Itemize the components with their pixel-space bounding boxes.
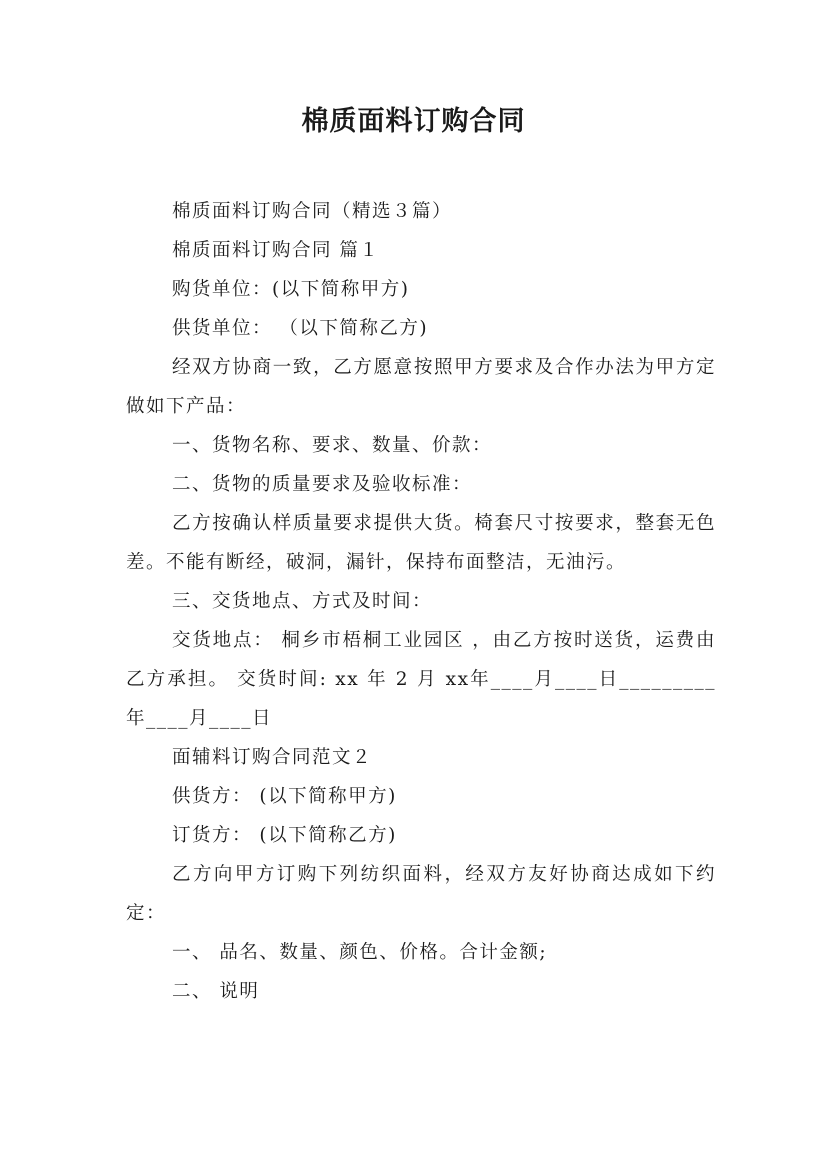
paragraph: 订货方： (以下简称乙方)	[172, 825, 397, 846]
paragraph: 供货方： (以下简称甲方)	[172, 786, 397, 807]
paragraph: 经双方协商一致，乙方愿意按照甲方要求及合作办法为甲方定做如下产品：	[126, 357, 716, 417]
paragraph: 一、货物名称、要求、数量、价款：	[172, 435, 493, 456]
paragraph: 一、 品名、数量、颜色、价格。合计金额;	[172, 942, 548, 963]
document-body	[126, 192, 716, 1011]
paragraph: 三、交货地点、方式及时间：	[172, 591, 433, 612]
paragraph: 棉质面料订购合同（精选３篇）	[172, 201, 453, 222]
paragraph: 购货单位：(以下简称甲方)	[172, 279, 410, 300]
paragraph: 二、货物的质量要求及验收标准：	[172, 474, 473, 495]
paragraph: 二、 说明	[172, 981, 260, 1002]
paragraph: 乙方向甲方订购下列纺织面料，经双方友好协商达成如下约定：	[126, 864, 716, 924]
paragraph: 乙方按确认样质量要求提供大货。椅套尺寸按要求，整套无色差。不能有断经，破洞，漏针，保持布面整洁，无油污。	[126, 513, 716, 573]
paragraph: 供货单位： （以下简称乙方)	[172, 318, 429, 339]
paragraph: 交货地点： 桐乡市梧桐工业园区 ，由乙方按时送货，运费由乙方承担。 交货时间: xx 年 2 月 xx年____月____日_________年____月____日	[126, 630, 716, 729]
document-title: 棉质面料订购合同	[301, 106, 526, 137]
paragraph: 棉质面料订购合同 篇１	[172, 240, 380, 261]
paragraph: 面辅料订购合同范文２	[172, 747, 373, 768]
